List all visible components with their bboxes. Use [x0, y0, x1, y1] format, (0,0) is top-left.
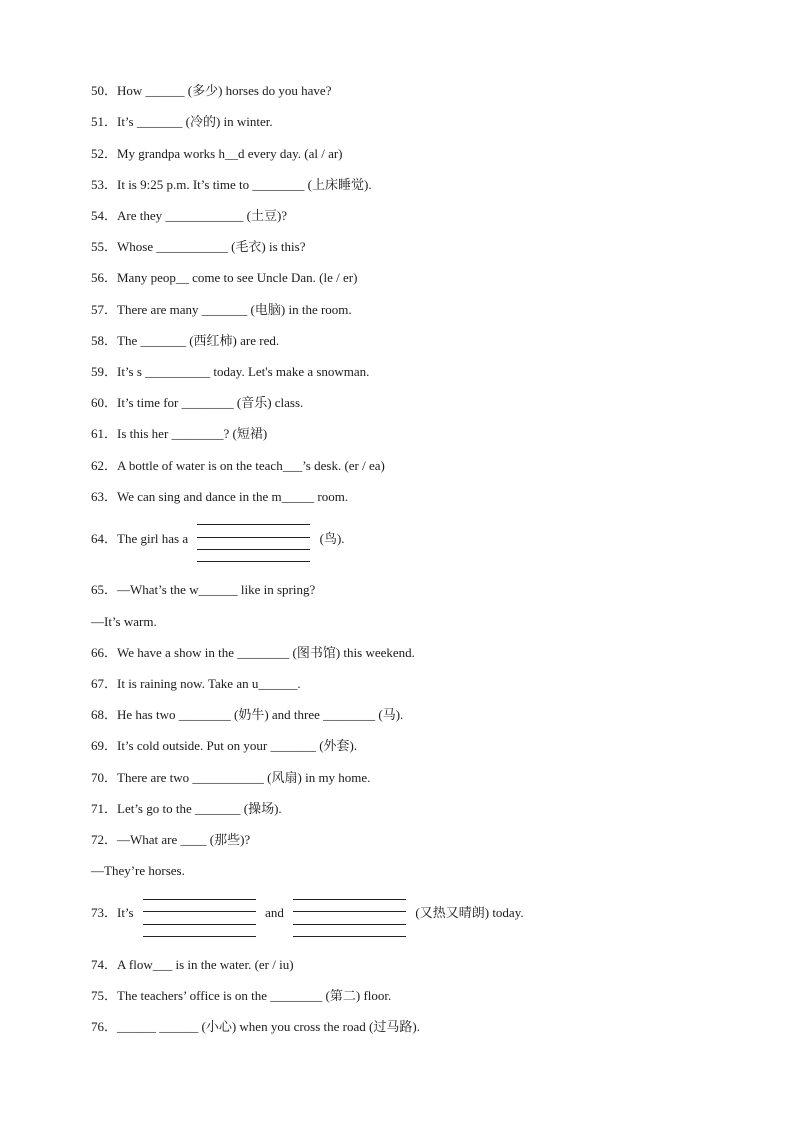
question-74: 74．A flow___ is in the water. (er / iu)	[91, 957, 294, 972]
question-73-suffix: (又热又晴朗) today.	[415, 904, 524, 920]
question-55: 55．Whose ___________ (毛衣) is this?	[91, 239, 306, 254]
question-72: 72．—What are ____ (那些)?	[91, 832, 251, 847]
question-64-suffix: (鸟).	[319, 530, 345, 546]
question-73-prefix: 73．It’s	[91, 904, 134, 920]
question-59: 59．It’s s __________ today. Let's make a snowman.	[91, 364, 370, 379]
question-63: 63．We can sing and dance in the m_____ room.	[91, 489, 349, 504]
question-50: 50．How ______ (多少) horses do you have?	[91, 83, 332, 98]
question-51: 51．It’s _______ (冷的) in winter.	[91, 114, 273, 129]
answer-blank-lines-2[interactable]	[293, 891, 406, 937]
question-67: 67．It is raining now. Take an u______.	[91, 676, 301, 691]
question-75: 75．The teachers’ office is on the ________ (第二) floor.	[91, 988, 392, 1003]
answer-65: —It’s warm.	[91, 614, 157, 629]
question-60: 60．It’s time for ________ (音乐) class.	[91, 395, 304, 410]
question-69: 69．It’s cold outside. Put on your _______ (外套).	[91, 738, 358, 753]
question-66: 66．We have a show in the ________ (图书馆) this weekend.	[91, 645, 415, 660]
question-61: 61．Is this her ________? (短裙)	[91, 426, 268, 441]
question-76: 76．______ ______ (小心) when you cross the road (过马路).	[91, 1019, 420, 1034]
question-64	[91, 518, 345, 562]
question-65: 65．—What’s the w______ like in spring?	[91, 582, 316, 597]
question-73-and: and	[265, 904, 284, 920]
question-70: 70．There are two ___________ (风扇) in my home.	[91, 770, 371, 785]
question-57: 57．There are many _______ (电脑) in the room.	[91, 302, 352, 317]
question-71: 71．Let’s go to the _______ (操场).	[91, 801, 282, 816]
question-73	[91, 891, 524, 937]
answer-blank-lines[interactable]	[197, 518, 310, 562]
answer-blank-lines-1[interactable]	[143, 891, 256, 937]
answer-72: —They’re horses.	[91, 863, 185, 878]
question-52: 52．My grandpa works h__d every day. (al / ar)	[91, 146, 343, 161]
question-62: 62．A bottle of water is on the teach___’s desk. (er / ea)	[91, 458, 385, 473]
question-53: 53．It is 9:25 p.m. It’s time to ________ (上床睡觉).	[91, 177, 372, 192]
question-58: 58．The _______ (西红柿) are red.	[91, 333, 280, 348]
question-54: 54．Are they ____________ (土豆)?	[91, 208, 288, 223]
question-56: 56．Many peop__ come to see Uncle Dan. (le / er)	[91, 270, 358, 285]
question-68: 68．He has two ________ (奶牛) and three ________ (马).	[91, 707, 404, 722]
question-64-prefix: 64．The girl has a	[91, 530, 189, 546]
